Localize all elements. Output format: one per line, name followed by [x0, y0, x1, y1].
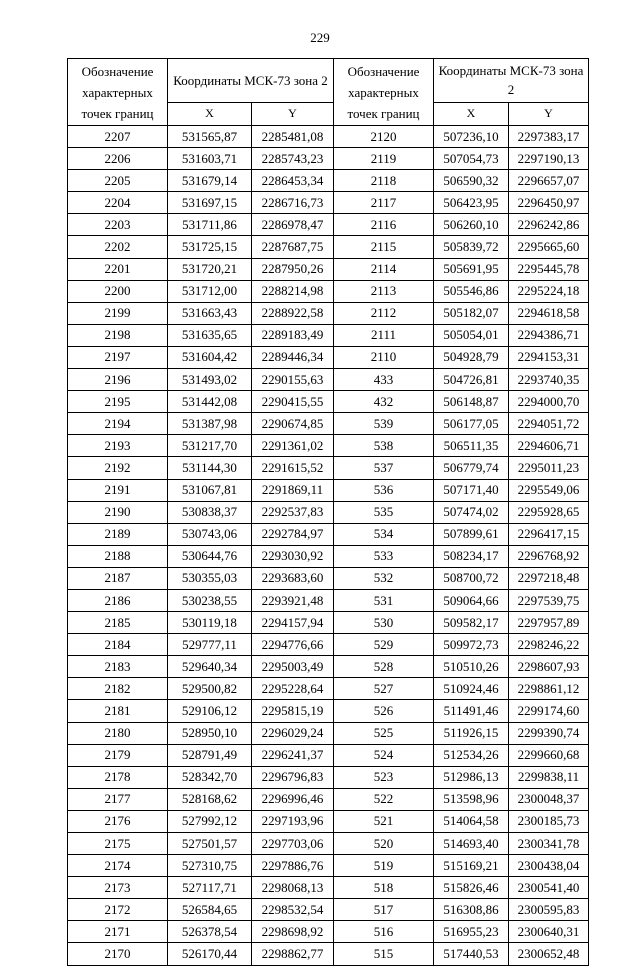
left-x-coordinate: 528168,62	[168, 788, 252, 810]
right-point-id: 2113	[334, 280, 434, 302]
table-row	[68, 678, 589, 700]
left-x-coordinate: 531712,00	[168, 280, 252, 302]
left-x-coordinate: 527117,71	[168, 877, 252, 899]
left-point-id: 2174	[68, 855, 168, 877]
left-y-coordinate: 2289183,49	[252, 324, 334, 346]
right-x-coordinate: 507171,40	[434, 479, 509, 501]
right-point-id: 525	[334, 722, 434, 744]
right-point-id: 2119	[334, 148, 434, 170]
table-row	[68, 302, 589, 324]
right-point-id: 538	[334, 435, 434, 457]
right-point-id: 533	[334, 545, 434, 567]
left-y-coordinate: 2288922,58	[252, 302, 334, 324]
left-y-coordinate: 2286978,47	[252, 214, 334, 236]
right-y-coordinate: 2300185,73	[509, 810, 589, 832]
right-y-coordinate: 2295224,18	[509, 280, 589, 302]
left-y-coordinate: 2287950,26	[252, 258, 334, 280]
right-point-id: 520	[334, 833, 434, 855]
left-point-id: 2197	[68, 346, 168, 368]
right-point-id: 536	[334, 479, 434, 501]
left-point-id: 2189	[68, 523, 168, 545]
right-point-id: 524	[334, 744, 434, 766]
left-x-coordinate: 528950,10	[168, 722, 252, 744]
right-point-id: 539	[334, 413, 434, 435]
table-row	[68, 656, 589, 678]
right-y-coordinate: 2297539,75	[509, 589, 589, 611]
right-x-coordinate: 510924,46	[434, 678, 509, 700]
table-row	[68, 545, 589, 567]
left-point-id: 2200	[68, 280, 168, 302]
left-point-id: 2187	[68, 567, 168, 589]
left-x-coordinate: 531565,87	[168, 126, 252, 148]
coordinates-table	[67, 58, 589, 966]
table-row	[68, 722, 589, 744]
table-row	[68, 391, 589, 413]
left-y-coordinate: 2290415,55	[252, 391, 334, 413]
left-y-coordinate: 2286453,34	[252, 170, 334, 192]
table-row	[68, 612, 589, 634]
left-point-id: 2194	[68, 413, 168, 435]
right-point-id: 515	[334, 943, 434, 965]
right-y-coordinate: 2295445,78	[509, 258, 589, 280]
header-y-right: Y	[509, 102, 589, 125]
right-point-id: 527	[334, 678, 434, 700]
right-y-coordinate: 2300541,40	[509, 877, 589, 899]
right-y-coordinate: 2294153,31	[509, 346, 589, 368]
left-point-id: 2184	[68, 634, 168, 656]
left-x-coordinate: 527992,12	[168, 810, 252, 832]
table-row	[68, 413, 589, 435]
left-point-id: 2177	[68, 788, 168, 810]
left-y-coordinate: 2298862,77	[252, 943, 334, 965]
left-point-id: 2195	[68, 391, 168, 413]
table-row	[68, 501, 589, 523]
right-x-coordinate: 506260,10	[434, 214, 509, 236]
left-point-id: 2171	[68, 921, 168, 943]
left-point-id: 2179	[68, 744, 168, 766]
right-x-coordinate: 517440,53	[434, 943, 509, 965]
left-x-coordinate: 526170,44	[168, 943, 252, 965]
right-point-id: 2110	[334, 346, 434, 368]
right-x-coordinate: 507236,10	[434, 126, 509, 148]
left-point-id: 2176	[68, 810, 168, 832]
left-point-id: 2180	[68, 722, 168, 744]
right-point-id: 521	[334, 810, 434, 832]
left-x-coordinate: 531217,70	[168, 435, 252, 457]
table-row	[68, 214, 589, 236]
header-point-label-left: Обозначение характерных точек границ	[68, 59, 168, 126]
table-row	[68, 700, 589, 722]
right-y-coordinate: 2300341,78	[509, 833, 589, 855]
left-point-id: 2181	[68, 700, 168, 722]
table-row	[68, 435, 589, 457]
left-x-coordinate: 530644,76	[168, 545, 252, 567]
right-x-coordinate: 505839,72	[434, 236, 509, 258]
left-y-coordinate: 2298068,13	[252, 877, 334, 899]
left-x-coordinate: 531603,71	[168, 148, 252, 170]
right-y-coordinate: 2296450,97	[509, 192, 589, 214]
left-y-coordinate: 2285743,23	[252, 148, 334, 170]
right-y-coordinate: 2297383,17	[509, 126, 589, 148]
right-y-coordinate: 2300640,31	[509, 921, 589, 943]
header-coords-right: Координаты МСК-73 зона 2	[434, 59, 589, 103]
left-x-coordinate: 529106,12	[168, 700, 252, 722]
table-row	[68, 170, 589, 192]
right-y-coordinate: 2299838,11	[509, 766, 589, 788]
table-row	[68, 126, 589, 148]
left-y-coordinate: 2294776,66	[252, 634, 334, 656]
page-number: 229	[310, 30, 330, 45]
right-y-coordinate: 2294000,70	[509, 391, 589, 413]
right-point-id: 2120	[334, 126, 434, 148]
right-x-coordinate: 509582,17	[434, 612, 509, 634]
left-y-coordinate: 2287687,75	[252, 236, 334, 258]
right-y-coordinate: 2299174,60	[509, 700, 589, 722]
right-x-coordinate: 505182,07	[434, 302, 509, 324]
right-point-id: 537	[334, 457, 434, 479]
left-point-id: 2198	[68, 324, 168, 346]
table-row	[68, 788, 589, 810]
right-point-id: 523	[334, 766, 434, 788]
left-point-id: 2203	[68, 214, 168, 236]
left-y-coordinate: 2296796,83	[252, 766, 334, 788]
header-x-left: X	[168, 102, 252, 125]
left-point-id: 2199	[68, 302, 168, 324]
right-y-coordinate: 2296242,86	[509, 214, 589, 236]
right-x-coordinate: 516955,23	[434, 921, 509, 943]
right-y-coordinate: 2298861,12	[509, 678, 589, 700]
right-y-coordinate: 2294618,58	[509, 302, 589, 324]
right-x-coordinate: 516308,86	[434, 899, 509, 921]
right-x-coordinate: 506177,05	[434, 413, 509, 435]
left-y-coordinate: 2298532,54	[252, 899, 334, 921]
left-x-coordinate: 531442,08	[168, 391, 252, 413]
right-x-coordinate: 507474,02	[434, 501, 509, 523]
left-point-id: 2206	[68, 148, 168, 170]
right-y-coordinate: 2298246,22	[509, 634, 589, 656]
left-point-id: 2175	[68, 833, 168, 855]
right-point-id: 522	[334, 788, 434, 810]
right-point-id: 532	[334, 567, 434, 589]
right-x-coordinate: 515169,21	[434, 855, 509, 877]
left-point-id: 2204	[68, 192, 168, 214]
right-x-coordinate: 507054,73	[434, 148, 509, 170]
right-y-coordinate: 2294606,71	[509, 435, 589, 457]
header-point-label-right: Обозначение характерных точек границ	[334, 59, 434, 126]
left-x-coordinate: 529640,34	[168, 656, 252, 678]
right-point-id: 528	[334, 656, 434, 678]
table-row	[68, 589, 589, 611]
right-y-coordinate: 2295011,23	[509, 457, 589, 479]
table-row	[68, 324, 589, 346]
right-x-coordinate: 504928,79	[434, 346, 509, 368]
left-y-coordinate: 2292537,83	[252, 501, 334, 523]
right-x-coordinate: 506423,95	[434, 192, 509, 214]
right-y-coordinate: 2300048,37	[509, 788, 589, 810]
right-y-coordinate: 2293740,35	[509, 369, 589, 391]
left-y-coordinate: 2296029,24	[252, 722, 334, 744]
table-row	[68, 280, 589, 302]
right-y-coordinate: 2300595,83	[509, 899, 589, 921]
left-point-id: 2201	[68, 258, 168, 280]
right-x-coordinate: 511926,15	[434, 722, 509, 744]
right-x-coordinate: 514693,40	[434, 833, 509, 855]
left-point-id: 2172	[68, 899, 168, 921]
left-y-coordinate: 2295003,49	[252, 656, 334, 678]
table-row	[68, 899, 589, 921]
right-x-coordinate: 512986,13	[434, 766, 509, 788]
left-x-coordinate: 531725,15	[168, 236, 252, 258]
right-x-coordinate: 505054,01	[434, 324, 509, 346]
left-x-coordinate: 531067,81	[168, 479, 252, 501]
left-point-id: 2207	[68, 126, 168, 148]
left-x-coordinate: 528342,70	[168, 766, 252, 788]
left-y-coordinate: 2297703,06	[252, 833, 334, 855]
left-x-coordinate: 527501,57	[168, 833, 252, 855]
right-point-id: 2112	[334, 302, 434, 324]
left-y-coordinate: 2291615,52	[252, 457, 334, 479]
right-y-coordinate: 2299390,74	[509, 722, 589, 744]
left-x-coordinate: 530119,18	[168, 612, 252, 634]
left-point-id: 2182	[68, 678, 168, 700]
right-y-coordinate: 2295549,06	[509, 479, 589, 501]
left-point-id: 2178	[68, 766, 168, 788]
left-y-coordinate: 2296241,37	[252, 744, 334, 766]
right-y-coordinate: 2296768,92	[509, 545, 589, 567]
right-point-id: 433	[334, 369, 434, 391]
table-row	[68, 634, 589, 656]
right-x-coordinate: 508700,72	[434, 567, 509, 589]
left-x-coordinate: 531720,21	[168, 258, 252, 280]
right-point-id: 518	[334, 877, 434, 899]
left-x-coordinate: 530238,55	[168, 589, 252, 611]
right-point-id: 534	[334, 523, 434, 545]
left-point-id: 2205	[68, 170, 168, 192]
right-x-coordinate: 507899,61	[434, 523, 509, 545]
right-point-id: 516	[334, 921, 434, 943]
left-y-coordinate: 2293683,60	[252, 567, 334, 589]
left-x-coordinate: 531635,65	[168, 324, 252, 346]
right-y-coordinate: 2298607,93	[509, 656, 589, 678]
left-y-coordinate: 2288214,98	[252, 280, 334, 302]
left-point-id: 2188	[68, 545, 168, 567]
right-point-id: 526	[334, 700, 434, 722]
right-x-coordinate: 510510,26	[434, 656, 509, 678]
table-row	[68, 369, 589, 391]
table-row	[68, 810, 589, 832]
right-x-coordinate: 504726,81	[434, 369, 509, 391]
right-x-coordinate: 506511,35	[434, 435, 509, 457]
header-y-left: Y	[252, 102, 334, 125]
right-y-coordinate: 2300438,04	[509, 855, 589, 877]
right-point-id: 432	[334, 391, 434, 413]
right-y-coordinate: 2297190,13	[509, 148, 589, 170]
right-x-coordinate: 505691,95	[434, 258, 509, 280]
right-y-coordinate: 2296417,15	[509, 523, 589, 545]
table-row	[68, 192, 589, 214]
left-x-coordinate: 531144,30	[168, 457, 252, 479]
table-row	[68, 258, 589, 280]
table-row	[68, 766, 589, 788]
right-x-coordinate: 506779,74	[434, 457, 509, 479]
left-y-coordinate: 2298698,92	[252, 921, 334, 943]
right-point-id: 2118	[334, 170, 434, 192]
right-x-coordinate: 515826,46	[434, 877, 509, 899]
left-point-id: 2202	[68, 236, 168, 258]
right-y-coordinate: 2295928,65	[509, 501, 589, 523]
right-x-coordinate: 509064,66	[434, 589, 509, 611]
table-header	[68, 59, 589, 126]
right-x-coordinate: 511491,46	[434, 700, 509, 722]
left-x-coordinate: 530743,06	[168, 523, 252, 545]
right-x-coordinate: 508234,17	[434, 545, 509, 567]
right-x-coordinate: 513598,96	[434, 788, 509, 810]
table-row	[68, 877, 589, 899]
table-row	[68, 744, 589, 766]
left-x-coordinate: 526584,65	[168, 899, 252, 921]
left-y-coordinate: 2285481,08	[252, 126, 334, 148]
right-y-coordinate: 2300652,48	[509, 943, 589, 965]
left-y-coordinate: 2291869,11	[252, 479, 334, 501]
right-point-id: 517	[334, 899, 434, 921]
left-x-coordinate: 531711,86	[168, 214, 252, 236]
right-x-coordinate: 505546,86	[434, 280, 509, 302]
table-row	[68, 833, 589, 855]
header-x-right: X	[434, 102, 509, 125]
right-x-coordinate: 506590,32	[434, 170, 509, 192]
left-y-coordinate: 2295815,19	[252, 700, 334, 722]
right-y-coordinate: 2299660,68	[509, 744, 589, 766]
table-row	[68, 346, 589, 368]
left-x-coordinate: 531604,42	[168, 346, 252, 368]
left-point-id: 2186	[68, 589, 168, 611]
left-y-coordinate: 2290674,85	[252, 413, 334, 435]
left-y-coordinate: 2293030,92	[252, 545, 334, 567]
table-row	[68, 921, 589, 943]
table-row	[68, 457, 589, 479]
left-point-id: 2196	[68, 369, 168, 391]
left-point-id: 2192	[68, 457, 168, 479]
table-row	[68, 236, 589, 258]
left-x-coordinate: 526378,54	[168, 921, 252, 943]
right-point-id: 529	[334, 634, 434, 656]
left-y-coordinate: 2295228,64	[252, 678, 334, 700]
right-y-coordinate: 2297218,48	[509, 567, 589, 589]
right-point-id: 2114	[334, 258, 434, 280]
left-y-coordinate: 2293921,48	[252, 589, 334, 611]
left-point-id: 2183	[68, 656, 168, 678]
right-point-id: 2117	[334, 192, 434, 214]
left-x-coordinate: 529777,11	[168, 634, 252, 656]
right-y-coordinate: 2296657,07	[509, 170, 589, 192]
right-x-coordinate: 506148,87	[434, 391, 509, 413]
table-row	[68, 523, 589, 545]
left-x-coordinate: 531493,02	[168, 369, 252, 391]
right-y-coordinate: 2294386,71	[509, 324, 589, 346]
right-x-coordinate: 509972,73	[434, 634, 509, 656]
left-x-coordinate: 531697,15	[168, 192, 252, 214]
left-y-coordinate: 2291361,02	[252, 435, 334, 457]
right-x-coordinate: 512534,26	[434, 744, 509, 766]
left-x-coordinate: 531679,14	[168, 170, 252, 192]
left-y-coordinate: 2297886,76	[252, 855, 334, 877]
left-x-coordinate: 530355,03	[168, 567, 252, 589]
left-x-coordinate: 529500,82	[168, 678, 252, 700]
left-y-coordinate: 2286716,73	[252, 192, 334, 214]
header-coords-left: Координаты МСК-73 зона 2	[168, 59, 334, 103]
left-y-coordinate: 2290155,63	[252, 369, 334, 391]
table-body	[68, 126, 589, 966]
left-point-id: 2173	[68, 877, 168, 899]
right-point-id: 531	[334, 589, 434, 611]
right-x-coordinate: 514064,58	[434, 810, 509, 832]
left-point-id: 2190	[68, 501, 168, 523]
left-point-id: 2191	[68, 479, 168, 501]
left-y-coordinate: 2297193,96	[252, 810, 334, 832]
table-row	[68, 855, 589, 877]
left-point-id: 2170	[68, 943, 168, 965]
right-y-coordinate: 2294051,72	[509, 413, 589, 435]
left-y-coordinate: 2292784,97	[252, 523, 334, 545]
table-row	[68, 943, 589, 965]
table-row	[68, 567, 589, 589]
right-point-id: 530	[334, 612, 434, 634]
right-point-id: 2115	[334, 236, 434, 258]
left-x-coordinate: 528791,49	[168, 744, 252, 766]
left-x-coordinate: 530838,37	[168, 501, 252, 523]
right-point-id: 2111	[334, 324, 434, 346]
right-point-id: 2116	[334, 214, 434, 236]
left-x-coordinate: 527310,75	[168, 855, 252, 877]
left-x-coordinate: 531663,43	[168, 302, 252, 324]
left-y-coordinate: 2294157,94	[252, 612, 334, 634]
left-x-coordinate: 531387,98	[168, 413, 252, 435]
left-y-coordinate: 2289446,34	[252, 346, 334, 368]
left-point-id: 2193	[68, 435, 168, 457]
table-row	[68, 148, 589, 170]
right-point-id: 519	[334, 855, 434, 877]
table-row	[68, 479, 589, 501]
right-point-id: 535	[334, 501, 434, 523]
right-y-coordinate: 2297957,89	[509, 612, 589, 634]
left-point-id: 2185	[68, 612, 168, 634]
left-y-coordinate: 2296996,46	[252, 788, 334, 810]
right-y-coordinate: 2295665,60	[509, 236, 589, 258]
